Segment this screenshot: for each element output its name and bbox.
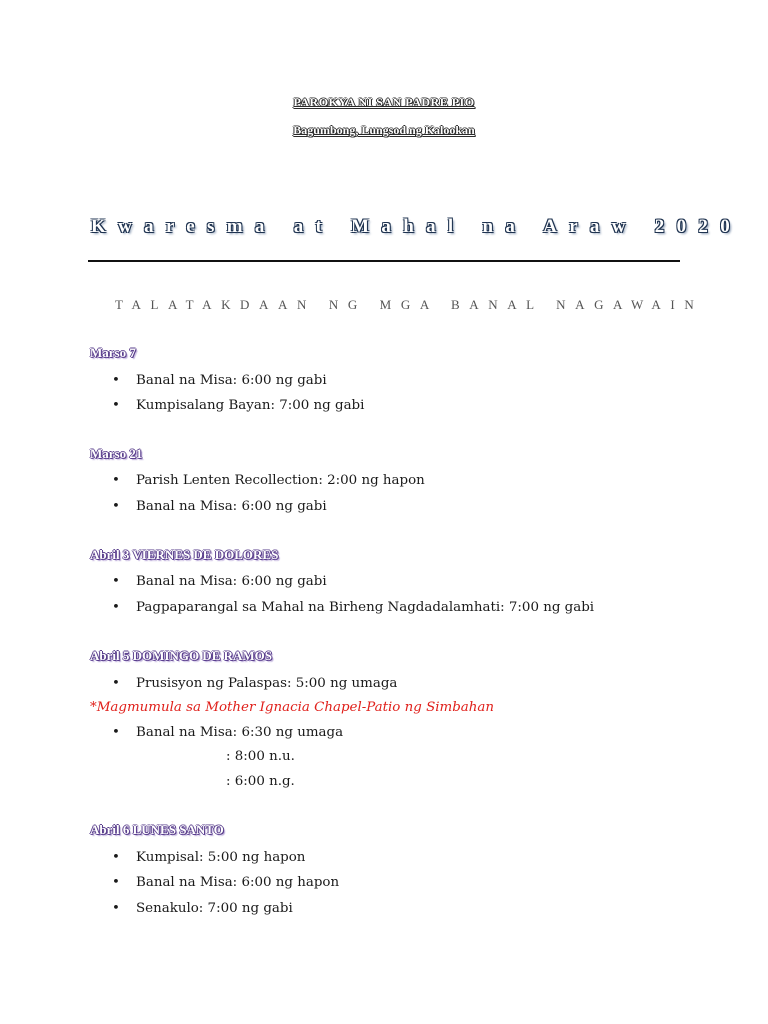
section-heading-marso-21: Marso 21 xyxy=(90,446,143,461)
bullet-icon: • xyxy=(112,499,120,514)
procession-note: *Magmumula sa Mother Ignacia Chapel-Patio ng Simbahan xyxy=(90,700,495,715)
list-item-text: Banal na Misa: 6:00 ng hapon xyxy=(136,875,340,890)
section-heading-abril-6: Abril 6 LUNES SANTO xyxy=(90,822,224,837)
bullet-icon: • xyxy=(112,725,120,740)
list-item-text: Banal na Misa: 6:00 ng gabi xyxy=(136,373,327,388)
list-item-text: Banal na Misa: 6:00 ng gabi xyxy=(136,499,327,514)
mass-time-continuation: : 6:00 n.g. xyxy=(226,774,295,789)
bullet-icon: • xyxy=(112,574,120,589)
bullet-icon: • xyxy=(112,901,120,916)
list-item xyxy=(112,676,397,691)
document-title: Kwaresma at Mahal na Araw 2020 xyxy=(91,216,742,237)
parish-location: Bagumbong, Lungsod ng Kalookan xyxy=(293,123,475,137)
list-item xyxy=(112,875,339,890)
list-item xyxy=(112,398,364,413)
list-item-text: Prusisyon ng Palaspas: 5:00 ng umaga xyxy=(136,676,398,691)
bullet-icon: • xyxy=(112,473,120,488)
list-item xyxy=(112,850,305,865)
list-item xyxy=(112,373,327,388)
bullet-icon: • xyxy=(112,875,120,890)
section-heading-abril-5: Abril 5 DOMINGO DE RAMOS xyxy=(90,648,272,663)
section-heading-abril-3: Abril 3 VIERNES DE DOLORES xyxy=(90,547,279,562)
bullet-icon: • xyxy=(112,373,120,388)
list-item-text: Pagpaparangal sa Mahal na Birheng Nagdadalamhati: 7:00 ng gabi xyxy=(136,600,595,615)
list-item-text: Banal na Misa: 6:30 ng umaga xyxy=(136,725,344,740)
section-heading-marso-7: Marso 7 xyxy=(90,345,136,360)
bullet-icon: • xyxy=(112,600,120,615)
list-item-text: Kumpisalang Bayan: 7:00 ng gabi xyxy=(136,398,365,413)
bullet-icon: • xyxy=(112,676,120,691)
list-item xyxy=(112,574,327,589)
list-item-text: Banal na Misa: 6:00 ng gabi xyxy=(136,574,327,589)
list-item-text: Parish Lenten Recollection: 2:00 ng hapon xyxy=(136,473,425,488)
bullet-icon: • xyxy=(112,850,120,865)
bullet-icon: • xyxy=(112,398,120,413)
document-subtitle: TALATAKDAAN NG MGA BANAL NAGAWAIN xyxy=(115,297,704,312)
list-item xyxy=(112,499,327,514)
mass-time-continuation: : 8:00 n.u. xyxy=(226,749,295,764)
list-item xyxy=(112,901,293,916)
list-item-text: Senakulo: 7:00 ng gabi xyxy=(136,901,293,916)
list-item-text: Kumpisal: 5:00 ng hapon xyxy=(136,850,306,865)
list-item xyxy=(112,473,425,488)
title-divider xyxy=(88,260,680,262)
parish-name: PAROKYA NI SAN PADRE PIO xyxy=(293,95,475,109)
list-item xyxy=(112,725,343,740)
list-item xyxy=(112,600,594,615)
